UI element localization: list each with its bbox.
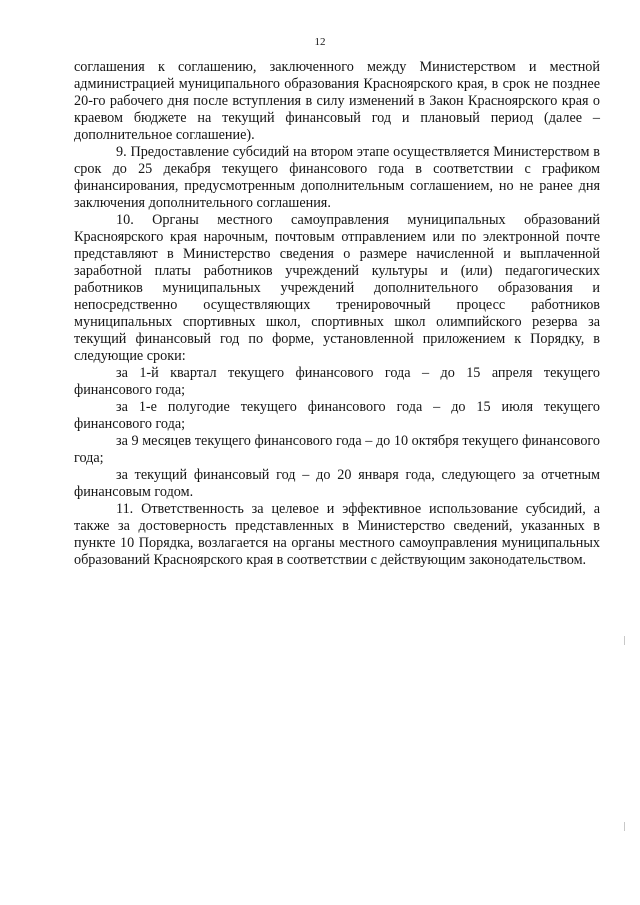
page-number: 12	[314, 36, 326, 48]
paragraph-9: 9. Предоставление субсидий на втором этапе осуществляется Министерством в срок до 25 декабря текущего финансового года в соответствии с графиком финансирования, предусмотренным дополнительным соглашением, но не ранее дня заключения дополнительного соглашения.	[74, 144, 600, 211]
paragraph-10: 10. Органы местного самоуправления муниципальных образований Красноярского края нарочным, почтовым отправлением или по электронной почте представляют в Министерство сведения о размере начисленной и выплаченной заработной платы работников учреждений культуры и (или) педагогических работников муниципальных учреждений дополнительного образования и непосредственно осуществляющих тренировочный процесс работников муниципальных спортивных школ, спортивных школ олимпийского резерва за текущий финансовый год по форме, установленной приложением к Порядку, в следующие сроки:	[74, 212, 600, 364]
deadline-quarter-1: за 1-й квартал текущего финансового года – до 15 апреля текущего финансового года;	[74, 365, 600, 398]
deadline-nine-months: за 9 месяцев текущего финансового года – до 10 октября текущего финансового года;	[74, 433, 600, 466]
deadline-full-year: за текущий финансовый год – до 20 января года, следующего за отчетным финансовым годом.	[74, 467, 600, 500]
paragraph-continuation: соглашения к соглашению, заключенного между Министерством и местной администрацией муниципального образования Красноярского края, в срок не позднее 20-го рабочего дня после вступления в силу изменений в Закон Красноярского края о краевом бюджете на текущий финансовый год и плановый период (далее – дополнительное соглашение).	[74, 59, 600, 143]
paragraph-11: 11. Ответственность за целевое и эффективное использование субсидий, а также за достоверность представленных в Министерство сведений, указанных в пункте 10 Порядка, возлагается на органы местного самоуправления муниципальных образований Красноярского края в соответствии с действующим законодательством.	[74, 501, 600, 568]
deadline-half-year: за 1-е полугодие текущего финансового года – до 15 июля текущего финансового года;	[74, 399, 600, 432]
document-body	[74, 59, 600, 569]
scan-mark	[624, 822, 625, 831]
scan-mark	[624, 636, 625, 645]
